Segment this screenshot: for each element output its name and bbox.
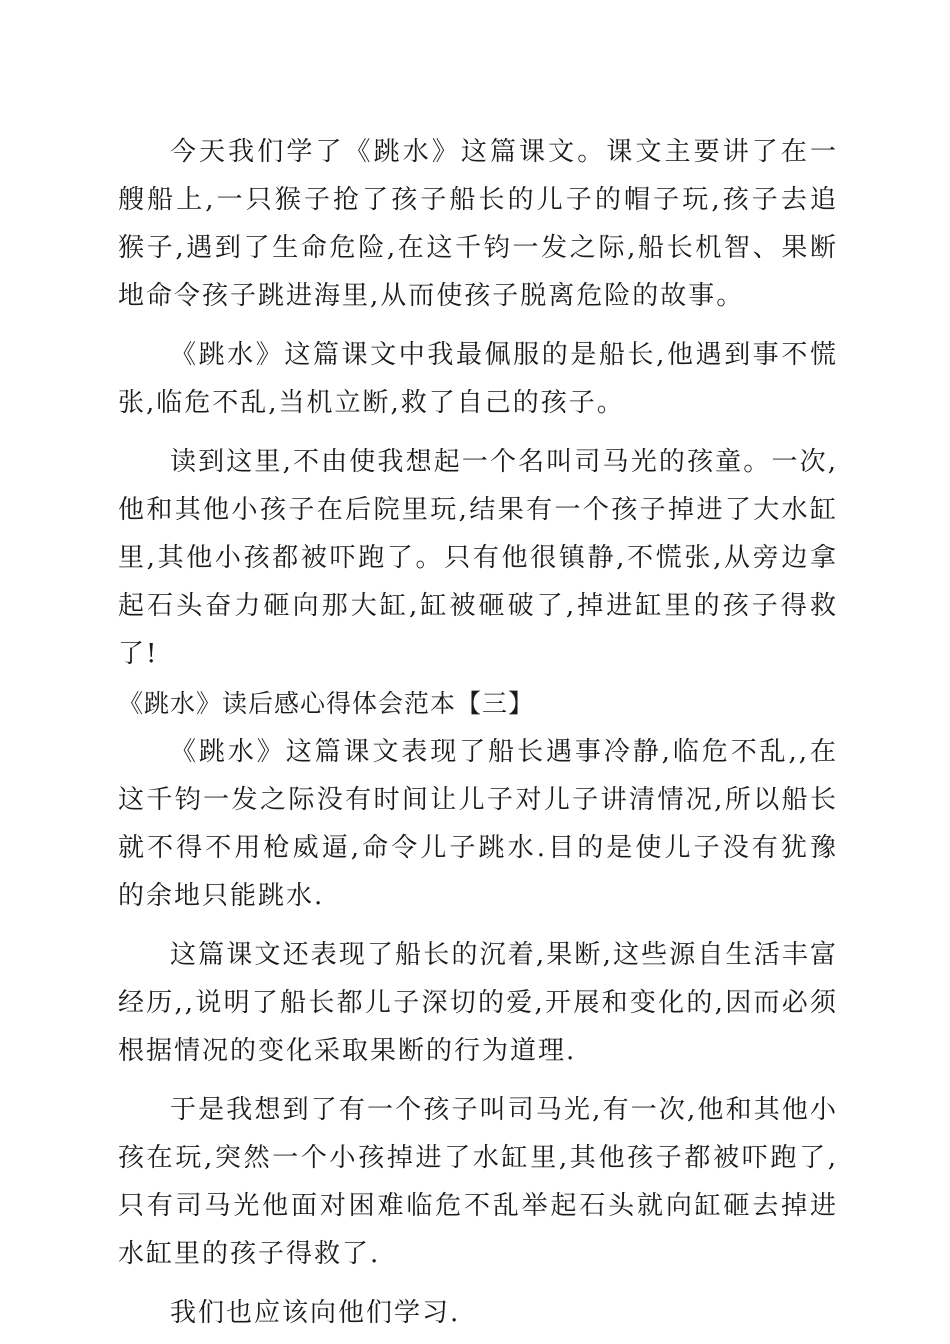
paragraph: 读到这里,不由使我想起一个名叫司马光的孩童。一次,他和其他小孩子在后院里玩,结果有一个孩子掉进了大水缸里,其他小孩都被吓跑了。只有他很镇静,不慌张,从旁边拿起石头奋力砸向那大缸,缸被砸破了,掉进缸里的孩子得救了! <box>118 447 838 669</box>
paragraph: 今天我们学了《跳水》这篇课文。课文主要讲了在一艘船上,一只猴子抢了孩子船长的儿子的帽子玩,孩子去追猴子,遇到了生命危险,在这千钧一发之际,船长机智、果断地命令孩子跳进海里,从而使孩子脱离危险的故事。 <box>118 137 838 311</box>
paragraph: 我们也应该向他们学习. <box>170 1298 461 1328</box>
document-body <box>118 128 838 1337</box>
paragraph: 《跳水》这篇课文表现了船长遇事冷静,临危不乱,,在这千钧一发之际没有时间让儿子对儿子讲清情况,所以船长就不得不用枪威逼,命令儿子跳水.目的是使儿子没有犹豫的余地只能跳水. <box>118 737 838 911</box>
paragraph: 于是我想到了有一个孩子叫司马光,有一次,他和其他小孩在玩,突然一个小孩掉进了水缸里,其他孩子都被吓跑了,只有司马光他面对困难临危不乱举起石头就向缸砸去掉进水缸里的孩子得救了. <box>118 1095 838 1269</box>
paragraph: 这篇课文还表现了船长的沉着,果断,这些源自生活丰富经历,,说明了船长都儿子深切的爱,开展和变化的,因而必须根据情况的变化采取果断的行为道理. <box>118 940 838 1066</box>
paragraph: 《跳水》这篇课文中我最佩服的是船长,他遇到事不慌张,临危不乱,当机立断,救了自己的孩子。 <box>118 340 838 418</box>
section-heading: 《跳水》读后感心得体会范本【三】 <box>118 689 535 718</box>
